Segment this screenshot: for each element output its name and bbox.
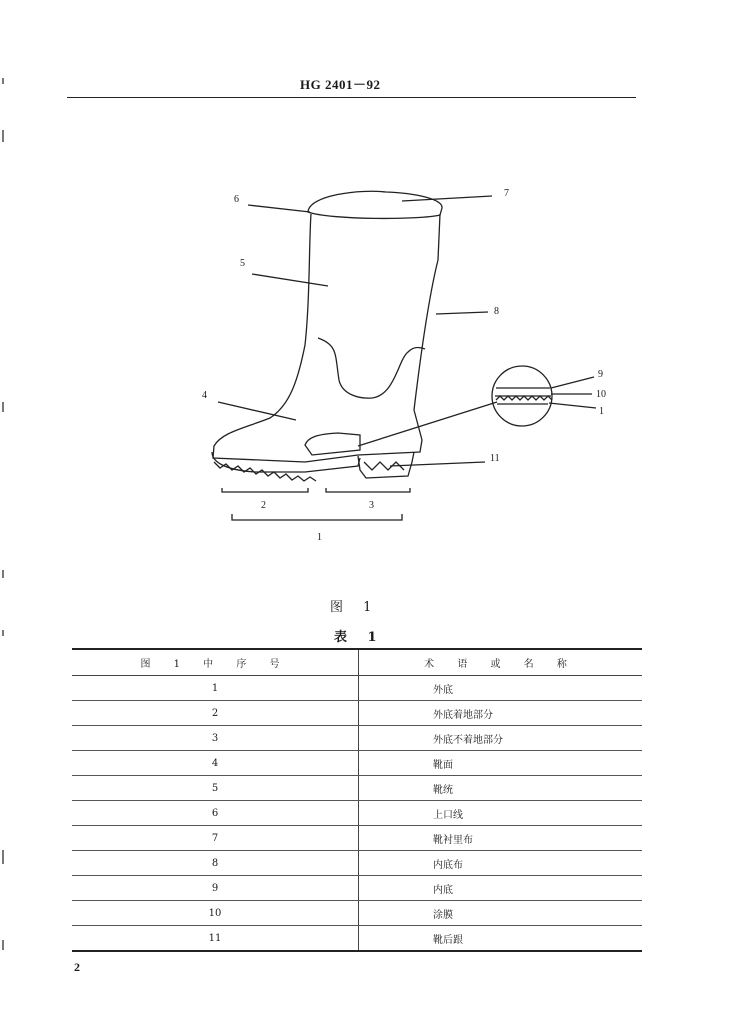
row-number: 10 — [72, 901, 359, 926]
boot-diagram — [180, 170, 640, 560]
bracket-2 — [222, 488, 308, 492]
table-row — [72, 876, 642, 901]
scan-speck — [2, 78, 4, 84]
row-number: 5 — [72, 776, 359, 801]
row-number: 6 — [72, 801, 359, 826]
table-row — [72, 826, 642, 851]
bracket-1 — [232, 514, 402, 520]
row-term: 内底 — [359, 876, 643, 901]
table-row — [72, 776, 642, 801]
leader-11 — [390, 462, 485, 466]
row-term: 靴面 — [359, 751, 643, 776]
table-row — [72, 926, 642, 952]
scan-speck — [2, 570, 4, 578]
callout-7: 7 — [504, 188, 509, 199]
row-number: 1 — [72, 676, 359, 701]
header-rule — [67, 97, 636, 98]
row-number: 2 — [72, 701, 359, 726]
table-row — [72, 676, 642, 701]
table-caption: 表 1 — [334, 630, 385, 645]
bracket-3 — [326, 488, 410, 492]
callout-2: 2 — [261, 500, 266, 511]
leader-8 — [436, 312, 488, 314]
callout-11: 11 — [490, 453, 500, 464]
row-term: 外底着地部分 — [359, 701, 643, 726]
standard-code-header: HG 2401－92 — [300, 77, 381, 92]
row-number: 8 — [72, 851, 359, 876]
leader-7 — [402, 196, 492, 201]
boot-lining-cuff — [308, 191, 442, 218]
row-term: 靴衬里布 — [359, 826, 643, 851]
callout-3: 3 — [369, 500, 374, 511]
cutaway-window — [305, 433, 360, 455]
row-term: 上口线 — [359, 801, 643, 826]
leader-9 — [551, 377, 594, 388]
figure-caption: 图 1 — [330, 600, 380, 615]
table-row — [72, 801, 642, 826]
callout-9: 9 — [598, 369, 603, 380]
row-term: 靴后跟 — [359, 926, 643, 952]
row-term: 靴统 — [359, 776, 643, 801]
boot-shaft-outline — [213, 214, 440, 462]
row-term: 内底布 — [359, 851, 643, 876]
callout-4: 4 — [202, 390, 207, 401]
page-number: 2 — [74, 960, 80, 974]
leader-6 — [248, 205, 310, 212]
leader-1 — [549, 403, 596, 408]
scan-speck — [2, 630, 4, 636]
callout-bottom-1: 1 — [317, 532, 322, 543]
row-term: 涂膜 — [359, 901, 643, 926]
scan-speck — [2, 402, 4, 412]
table-row — [72, 851, 642, 876]
header-figure-number: 图 1 中 序 号 — [72, 649, 359, 676]
callout-8: 8 — [494, 306, 499, 317]
callout-6: 6 — [234, 194, 239, 205]
row-number: 3 — [72, 726, 359, 751]
scan-speck — [2, 130, 4, 142]
row-term: 外底 — [359, 676, 643, 701]
terms-table — [72, 648, 642, 952]
leader-detail — [358, 402, 497, 446]
row-number: 9 — [72, 876, 359, 901]
table-row — [72, 701, 642, 726]
leader-5 — [252, 274, 328, 286]
header-term-name: 术 语 或 名 称 — [359, 649, 643, 676]
row-number: 11 — [72, 926, 359, 952]
vamp-outline — [318, 338, 425, 398]
callout-5: 5 — [240, 258, 245, 269]
table-row — [72, 726, 642, 751]
row-number: 7 — [72, 826, 359, 851]
scan-speck — [2, 850, 4, 864]
row-number: 4 — [72, 751, 359, 776]
callout-1: 1 — [599, 406, 604, 417]
table-row — [72, 901, 642, 926]
callout-10: 10 — [596, 389, 606, 400]
table-header-row — [72, 649, 642, 676]
table-row — [72, 751, 642, 776]
scan-speck — [2, 940, 4, 950]
row-term: 外底不着地部分 — [359, 726, 643, 751]
